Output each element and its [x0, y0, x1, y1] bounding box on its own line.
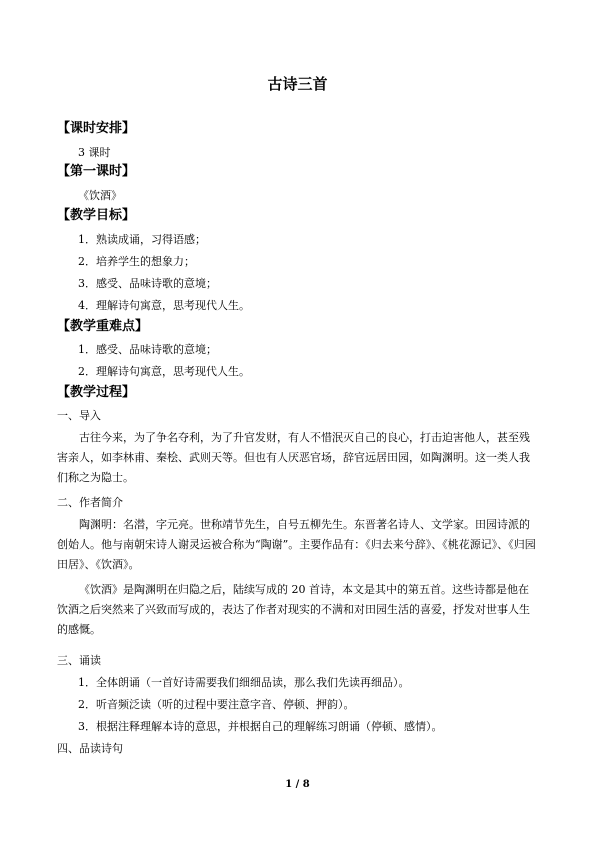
heading-goals: 【教学目标】: [57, 208, 136, 223]
heading-difficulties: 【教学重难点】: [57, 319, 149, 334]
goal-item: 3．感受、品味诗歌的意境；: [78, 277, 217, 290]
page-title: 古诗三首: [267, 75, 328, 93]
lesson1-body: 《饮酒》: [78, 189, 122, 202]
author-paragraph-2: 《饮酒》是陶渊明在归隐之后，陆续写成的 20 首诗，本文是其中的第五首。这些诗都是他在饮酒之后突然来了兴致而写成的，表达了作者对现实的不满和对田园生活的喜爱，抒发对世事人生的感慨。: [57, 583, 530, 636]
intro-paragraph: 古往今来，为了争名夺利，为了升官发财，有人不惜泯灭自己的良心，打击迫害他人，甚至残害亲人，如李林甫、秦桧、武则天等。但也有人厌恶官场，辞官远居田园，如陶渊明。这一类人我们称之为隐士。: [57, 431, 530, 484]
reading-item: 2．听音频泛读（听的过程中要注意字音、停顿、押韵）。: [78, 698, 355, 711]
author-label: 二、作者简介: [57, 496, 123, 509]
goal-item: 4．理解诗句寓意，思考现代人生。: [78, 299, 250, 312]
reading-item: 1．全体朗诵（一首好诗需要我们细细品读，那么我们先读再细品）。: [78, 676, 410, 689]
author-paragraph-1: 陶渊明：名潜，字元亮。世称靖节先生，自号五柳先生。东晋著名诗人、文学家。田园诗派的创始人。他与南朝宋诗人谢灵运被合称为“陶谢”。主要作品有：《归去来兮辞》、《桃花源记》、《归园田居》、《饮酒》。: [57, 518, 536, 571]
reading-item: 3．根据注释理解本诗的意思，并根据自己的理解练习朗诵（停顿、感情）。: [78, 720, 443, 733]
reading-label: 三、诵读: [57, 654, 101, 667]
goal-item: 1．熟读成诵，习得语感；: [78, 233, 206, 246]
page-number: 1 / 8: [285, 779, 310, 790]
appreciate-label: 四、品读诗句: [57, 742, 123, 755]
heading-process: 【教学过程】: [57, 385, 136, 400]
difficulty-item: 1．感受、品味诗歌的意境；: [78, 343, 217, 356]
intro-label: 一、导入: [57, 409, 101, 422]
difficulty-item: 2．理解诗句寓意，思考现代人生。: [78, 365, 250, 378]
schedule-body: 3 课时: [78, 146, 111, 159]
heading-lesson1: 【第一课时】: [57, 164, 136, 179]
heading-schedule: 【课时安排】: [57, 121, 136, 136]
goal-item: 2．培养学生的想象力；: [78, 255, 195, 268]
